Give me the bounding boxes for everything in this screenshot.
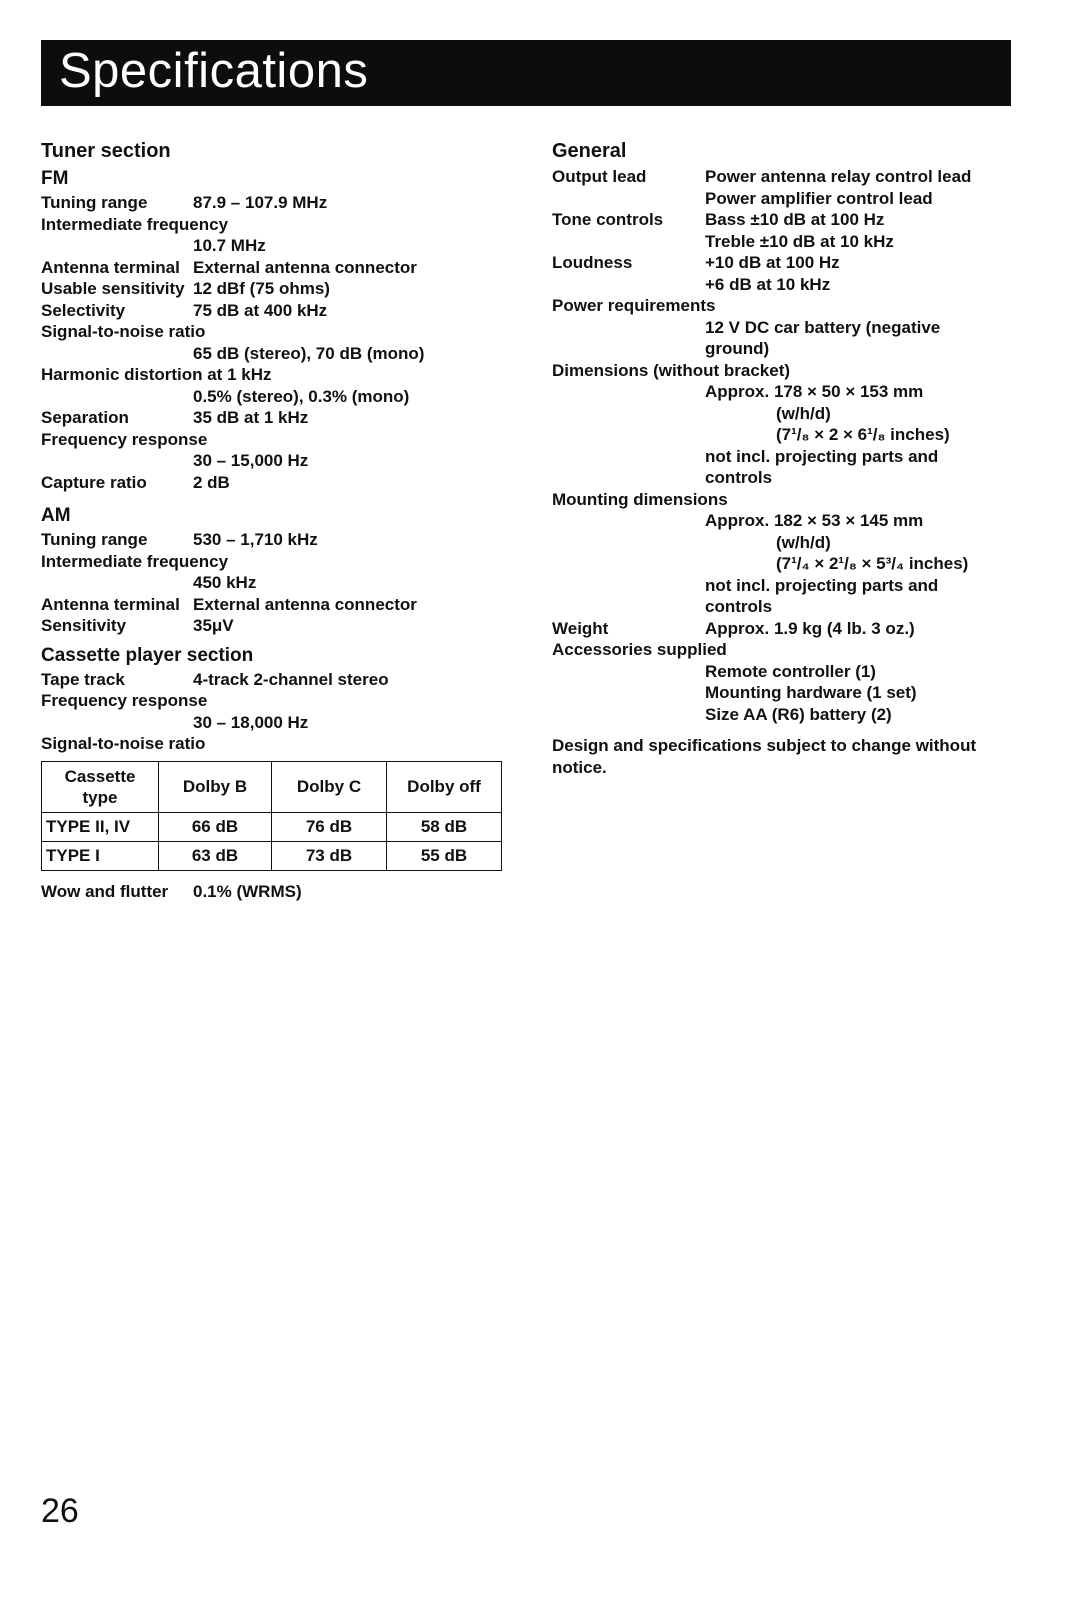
spec-value: 450 kHz [193,573,257,592]
spec-value: Bass ±10 dB at 100 Hz [705,210,885,229]
spec-value: 30 – 15,000 Hz [193,451,309,470]
spec-row [41,407,511,429]
table-header-cell: Dolby C [272,761,387,812]
spec-row [41,529,511,551]
page-title: Specifications [59,44,369,98]
spec-value: 0.5% (stereo), 0.3% (mono) [193,386,410,406]
spec-value: 30 – 18,000 Hz [193,712,309,732]
table-cell: 55 dB [387,841,502,870]
spec-value: Approx. 1.9 kg (4 lb. 3 oz.) [705,618,915,638]
spec-label: Tuning range [41,530,148,549]
spec-label: Harmonic distortion at 1 kHz [41,365,272,384]
spec-label: Capture ratio [41,472,147,492]
table-cell: TYPE II, IV [42,812,159,841]
spec-row [41,669,511,691]
spec-row [41,881,511,903]
spec-value: External antenna connector [193,594,417,614]
spec-value: Power antenna relay control lead [705,167,972,186]
spec-label: Loudness [552,253,633,272]
spec-row [552,166,1012,188]
spec-label: Signal-to-noise ratio [41,734,206,753]
spec-value: Approx. 182 × 53 × 145 mm [705,511,924,530]
table-row [42,841,502,870]
spec-value: (w/h/d) [776,532,831,552]
table-row [42,812,502,841]
spec-value: 75 dB at 400 kHz [193,300,328,320]
spec-value: +6 dB at 10 kHz [705,274,831,294]
table-header-cell: Cassette type [42,761,159,812]
spec-value: 4-track 2-channel stereo [193,669,389,689]
spec-label: Tone controls [552,210,664,229]
spec-value: Power amplifier control lead [705,188,933,208]
snr-table [41,761,502,871]
spec-value: External antenna connector [193,257,417,277]
spec-label: Tape track [41,669,125,689]
table-header-cell: Dolby B [159,761,272,812]
spec-label: Antenna terminal [41,257,180,277]
spec-label: Output lead [552,167,647,186]
spec-value: Mounting hardware (1 set) [705,683,917,702]
spec-value: 2 dB [193,472,230,492]
change-notice: Design and specifications subject to change without notice. [552,736,977,777]
spec-value: 35μV [193,616,234,635]
spec-label: Sensitivity [41,616,127,635]
spec-row [41,594,511,616]
spec-value: 35 dB at 1 kHz [193,408,309,427]
spec-value: 87.9 – 107.9 MHz [193,193,328,212]
table-cell: 73 dB [272,841,387,870]
tuner-section-heading: Tuner section [41,140,171,162]
right-column [552,136,1012,778]
spec-label: Mounting dimensions [552,489,728,509]
table-header-row [42,761,502,812]
spec-label: Signal-to-noise ratio [41,322,206,341]
spec-label: Usable sensitivity [41,279,185,298]
spec-value: Remote controller (1) [705,661,876,681]
table-cell: 76 dB [272,812,387,841]
spec-row [552,252,1012,274]
spec-label: Power requirements [552,296,716,315]
spec-row [41,615,511,637]
table-cell: 66 dB [159,812,272,841]
spec-label: Tuning range [41,193,148,212]
spec-label: Intermediate frequency [41,214,229,234]
am-heading: AM [41,505,71,526]
spec-label: Frequency response [41,429,208,449]
spec-label: Accessories supplied [552,640,727,659]
spec-row [41,472,511,494]
spec-value: 10.7 MHz [193,236,266,255]
title-bar [41,40,1011,106]
spec-value: not incl. projecting parts and [705,575,939,595]
spec-value: 0.1% (WRMS) [193,881,302,901]
spec-label: Weight [552,618,609,638]
spec-label: Intermediate frequency [41,551,229,571]
spec-row [552,618,1012,640]
spec-value: 65 dB (stereo), 70 dB (mono) [193,343,425,363]
spec-row [41,192,511,214]
spec-label: Frequency response [41,691,208,710]
spec-value: Treble ±10 dB at 10 kHz [705,231,894,251]
spec-value: not incl. projecting parts and [705,446,939,466]
spec-row [41,300,511,322]
spec-value: 12 V DC car battery (negative [705,317,941,337]
spec-label: Dimensions (without bracket) [552,360,791,380]
spec-value: (7¹/₈ × 2 × 6¹/₈ inches) [776,425,950,444]
table-cell: TYPE I [42,841,159,870]
general-heading: General [552,140,627,162]
left-column [41,136,511,902]
spec-value: +10 dB at 100 Hz [705,253,840,272]
table-header-cell: Dolby off [387,761,502,812]
page-number: 26 [41,1492,79,1530]
spec-value: (w/h/d) [776,403,831,423]
table-cell: 58 dB [387,812,502,841]
spec-label: Separation [41,408,129,427]
spec-row [41,257,511,279]
spec-value: controls [705,597,773,616]
spec-row [552,209,1012,231]
spec-value: 12 dBf (75 ohms) [193,279,330,298]
spec-value: ground) [705,339,770,358]
spec-label: Selectivity [41,300,126,320]
spec-row [41,278,511,300]
table-cell: 63 dB [159,841,272,870]
spec-value: controls [705,468,773,487]
spec-value: (7¹/₄ × 2¹/₈ × 5³/₄ inches) [776,554,969,573]
cassette-section-heading: Cassette player section [41,644,254,666]
spec-value: Size AA (R6) battery (2) [705,704,892,724]
fm-heading: FM [41,168,69,189]
spec-value: Approx. 178 × 50 × 153 mm [705,382,924,401]
spec-value: 530 – 1,710 kHz [193,530,318,549]
spec-label: Wow and flutter [41,881,169,901]
spec-label: Antenna terminal [41,594,180,614]
